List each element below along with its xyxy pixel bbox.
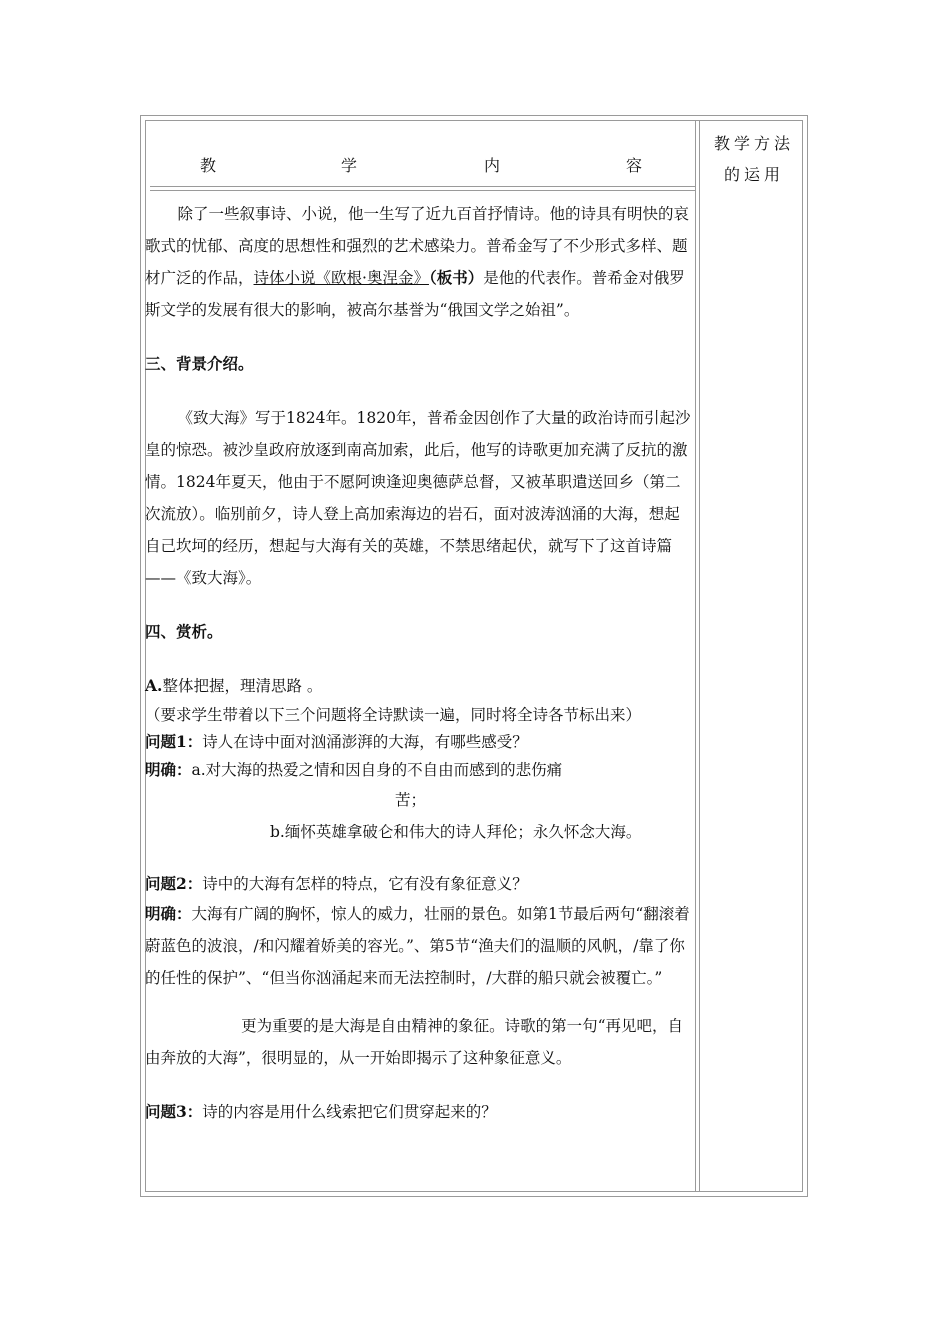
- question1-text: 诗人在诗中面对汹涌澎湃的大海，有哪些感受？: [202, 733, 528, 751]
- answer2-more: 更为重要的是大海是自由精神的象征。诗歌的第一句“再见吧，自由奔放的大海”，很明显的，从一开始即揭示了这种象征意义。: [145, 1017, 684, 1067]
- section4-title: 四、赏析。: [145, 622, 223, 641]
- header-content-char-4: 容: [626, 156, 643, 175]
- section3-body: 《致大海》写于1824年。1820年，普希金因创作了大量的政治诗而引起沙皇的惊恐。被沙皇政府放逐到南高加索，此后，他写的诗歌更加充满了反抗的激情。1824年夏天，他由于不愿阿谀逢迎奥德萨总督，又被革职遣送回乡（第二次流放）。临别前夕，诗人登上高加索海边的岩石，面对波涛汹涌的大海，想起自己坎坷的经历，想起与大海有关的英雄，不禁思绪起伏，就写下了这首诗篇——《致大海》。: [145, 409, 691, 587]
- section3-title: 三、背景介绍。: [145, 354, 254, 373]
- section4-a-label: A.: [145, 676, 163, 695]
- answer1-a-cont: 苦；: [395, 791, 427, 809]
- header-method-line2: 的运用: [723, 165, 784, 184]
- question3-text: 诗的内容是用什么线索把它们贯穿起来的？: [202, 1103, 497, 1121]
- intro-paragraph: [145, 198, 695, 326]
- answer1-a-text: a.对大海的热爱之情和因自身的不自由而感到的悲伤痛: [191, 761, 563, 779]
- question2-text: 诗中的大海有怎样的特点，它有没有象征意义？: [202, 875, 528, 893]
- answer1-b: b.缅怀英雄拿破仑和伟大的诗人拜伦；永久怀念大海。: [270, 823, 642, 841]
- column-divider-left: [695, 120, 696, 1192]
- header-content-char-2: 学: [341, 156, 358, 175]
- answer1-a: [145, 756, 695, 784]
- question3-label: 问题3：: [145, 1102, 203, 1121]
- header-method-line1: 教学方法: [713, 134, 794, 153]
- question3: [145, 1096, 695, 1128]
- intro-board-note: （板书）: [428, 268, 484, 287]
- question1-label: 问题1：: [145, 732, 203, 751]
- teaching-content: [145, 198, 695, 1128]
- column-divider-right: [699, 120, 700, 1192]
- answer2: [145, 898, 695, 994]
- answer2-label: 明确：: [145, 904, 192, 923]
- answer1-label: 明确：: [145, 760, 192, 779]
- header-divider: [150, 186, 695, 187]
- intro-text-a: 除了一些叙事诗、小说，他一生写了近九百首抒情诗。他的诗具有明快的哀歌式的忧郁、高度的思想性和强烈的艺术感染力。普希金写了不少形式多样、题材广泛的作品，: [145, 205, 690, 287]
- header-divider-inner: [150, 190, 695, 191]
- section4-a-text: 整体把握，理清思路 。: [162, 677, 323, 695]
- answer2-text: 大海有广阔的胸怀，惊人的威力，壮丽的景色。如第1节最后两句“翻滚着蔚蓝色的波浪，/和闪耀着娇美的容光。”、第5节“渔夫们的温顺的风帆，/靠了你的任性的保护”、“但当你汹涌起来而无法控制时，/大群的船只就会被覆亡。”: [145, 905, 690, 987]
- header-content-char-1: 教: [200, 156, 217, 175]
- section4-a-line: [145, 670, 695, 702]
- intro-underlined-work: 诗体小说《欧根·奥涅金》: [253, 269, 429, 287]
- question1: [145, 728, 695, 756]
- question2-label: 问题2：: [145, 874, 203, 893]
- intro-text-b: 是他的代表作。普希金对俄罗斯文学的发展有很大的影响，被高尔基誉为“俄国文学之始祖”。: [145, 269, 685, 319]
- section4-instruction: （要求学生带着以下三个问题将全诗默读一遍，同时将全诗各节标出来）: [145, 706, 642, 724]
- question2: [145, 870, 695, 898]
- header-content-char-3: 内: [484, 156, 501, 175]
